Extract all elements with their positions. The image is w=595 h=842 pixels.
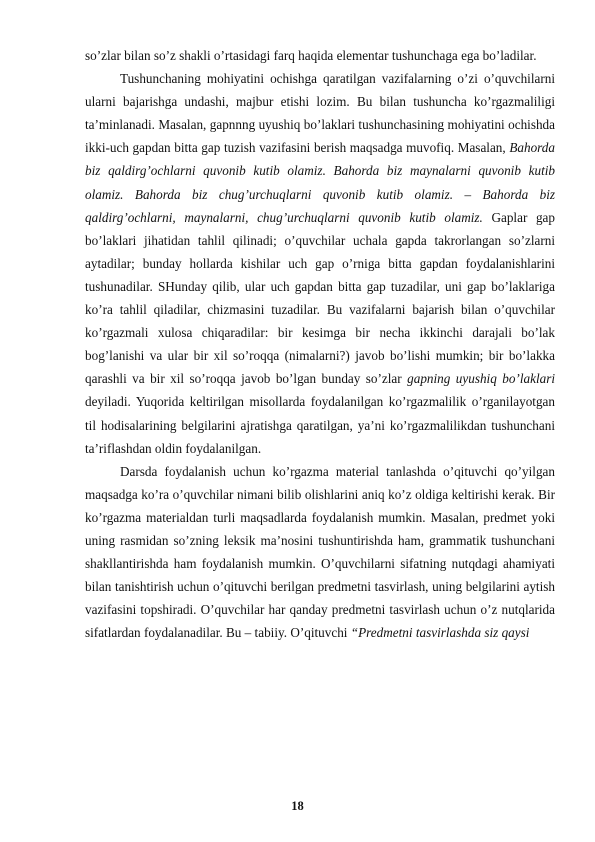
paragraph-2-text-continued: Gaplar gap bo’laklari jihatidan tahlil qilinadi; o’quvchilar uchala gapda takrorlangan so’zlarni aytadilar; bunday hollarda kishilar uch gap o’rniga bitta gapdan foydalanishlarini tushunadilar. SHunday qilib, ular uch gapdan bitta gap tuzadilar, uni gap bo’laklariga ko’ra tahlil qiladilar, chizmasini tuzadilar. Bu vazifalarni bajarish bilan o’quvchilar ko’rgazmali xulosa chiqaradilar: bir kesimga bir necha ikkinchi darajali bo’lak bog’lanishi va ular bir xil so’roqqa (nimalarni?) javob bo’lishi mumkin; bir bo’lakka qarashli va bir xil so’roqqa javob bo’lgan bunday so’zlar <box>85 209 555 387</box>
paragraph-1-text: so’zlar bilan so’z shakli o’rtasidagi farq haqida elementar tushunchaga ega bo’ladilar. <box>85 48 537 63</box>
quoted-question-italic: “Predmetni tasvirlashda siz qaysi <box>350 625 530 641</box>
paragraph-1 <box>85 44 555 67</box>
paragraph-3 <box>85 460 555 645</box>
paragraph-2 <box>85 67 555 460</box>
paragraph-3-text: Darsda foydalanish uchun ko’rgazma material tanlashda o’qituvchi qo’yilgan maqsadga ko’ra o’quvchilar nimani bilib olishlarini aniq ko’z oldiga keltirishi kerak. Bir ko’rgazma materialdan turli maqsadlarda foydalanish mumkin. Masalan, predmet yoki uning rasmidan so’zning leksik ma’nosini tushuntirishda ham, grammatik tushunchani shakllantirishda ham foydalanish mumkin. O’quvchilarni sifatning nutqdagi ahamiyati bilan tanishtirish uchun o’qituvchi berilgan predmetni tasvirlash, uning belgilarini aytish vazifasini topshiradi. O’quvchilar har qanday predmetni tasvirlash uchun o’z nutqlarida sifatlardan foydalanadilar. Bu – tabiiy. O’qituvchi <box>85 463 555 641</box>
page-number: 18 <box>291 799 304 813</box>
term-uyushiq-bolaklar: gapning uyushiq bo’laklari <box>407 371 555 387</box>
example-sentences-italic: Bahorda biz qaldirg’ochlarni quvonib kutib olamiz. Bahorda biz maynalarni quvonib kutib olamiz. Bahorda biz chug’urchuqlarni quvonib kutib olamiz. – Bahorda biz qaldirg’ochlarni, maynalarni, chug’urchuqlarni quvonib kutib olamiz. <box>85 140 555 225</box>
paragraph-2-text: Tushunchaning mohiyatini ochishga qaratilgan vazifalarning o’zi o’quvchilarni ularni bajarishga undashi, majbur etishi lozim. Bu bilan tushuncha ko’rgazmaliligi ta’minlanadi. Masalan, gapnnng uyushiq bo’laklari tushunchasining mohiyatini ochishda ikki-uch gapdan bitta gap tuzish vazifasini berish maqsadga muvofiq. Masalan, <box>85 71 555 156</box>
paragraph-2-text-end: deyiladi. Yuqorida keltirilgan misollarda foydalanilgan ko’rgazmalilik o’rganilayotgan til hodisalarining belgilarini ajratishga qaratilgan, ya’ni ko’rgazmalilikdan tushunchani ta’riflashdan oldin foydalanilgan. <box>85 394 555 456</box>
document-page <box>85 44 555 644</box>
